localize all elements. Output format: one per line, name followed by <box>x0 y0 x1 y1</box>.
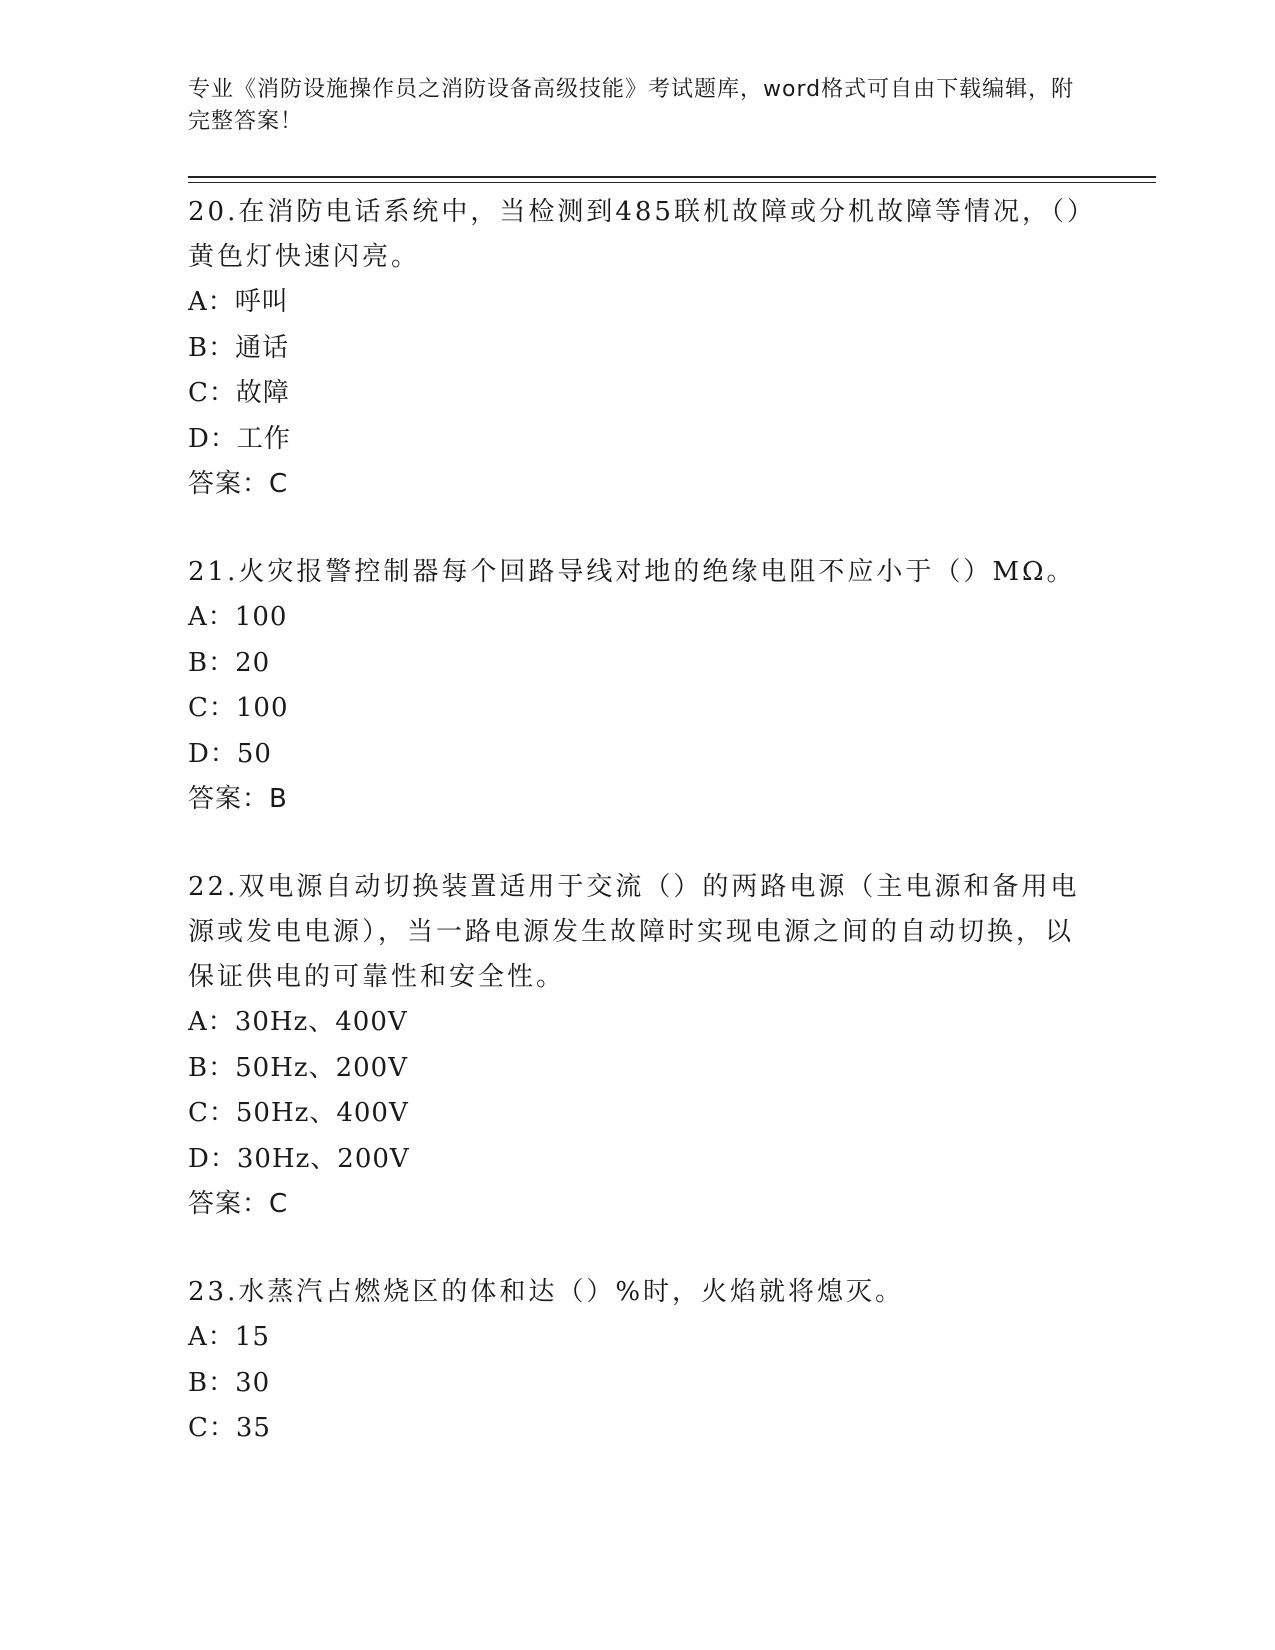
option-c: C：故障 <box>188 378 290 408</box>
question-text: 20.在消防电话系统中，当检测到485联机故障或分机故障等情况，（）黄色灯快速闪亮。 <box>188 197 1083 272</box>
option-b: B：通话 <box>188 332 290 363</box>
question-20 <box>188 190 1088 507</box>
answer-line: 答案：B <box>188 784 288 814</box>
question-21 <box>188 550 1088 822</box>
option-a: A：30Hz、400V <box>188 1007 408 1037</box>
option-b: B：20 <box>188 647 271 678</box>
header-divider-thin <box>188 182 1156 183</box>
option-b: B：30 <box>188 1367 271 1398</box>
option-c: C：35 <box>188 1413 271 1443</box>
option-a: A：呼叫 <box>188 287 289 317</box>
option-b: B：50Hz、200V <box>188 1052 408 1083</box>
option-d: D：30Hz、200V <box>188 1143 410 1174</box>
option-a: A：15 <box>188 1322 270 1352</box>
question-list <box>188 190 1088 1495</box>
question-text: 23.水蒸汽占燃烧区的体和达（）%时，火焰就将熄灭。 <box>188 1277 905 1307</box>
option-c: C：50Hz、400V <box>188 1098 409 1128</box>
answer-line: 答案：C <box>188 1189 289 1219</box>
option-d: D：50 <box>188 738 272 769</box>
header-divider-thick <box>188 176 1156 178</box>
answer-line: 答案：C <box>188 469 289 499</box>
question-text: 22.双电源自动切换装置适用于交流（）的两路电源（主电源和备用电源或发电电源），当一路电源发生故障时实现电源之间的自动切换，以保证供电的可靠性和安全性。 <box>188 872 1080 992</box>
question-text: 21.火灾报警控制器每个回路导线对地的绝缘电阻不应小于（）MΩ。 <box>188 557 1076 587</box>
option-a: A：100 <box>188 602 288 632</box>
question-23 <box>188 1270 1088 1452</box>
question-22 <box>188 865 1088 1227</box>
document-header: 专业《消防设施操作员之消防设备高级技能》考试题库，word格式可自由下载编辑，附完整答案！ <box>188 77 1075 134</box>
option-d: D：工作 <box>188 423 291 454</box>
option-c: C：100 <box>188 693 289 723</box>
